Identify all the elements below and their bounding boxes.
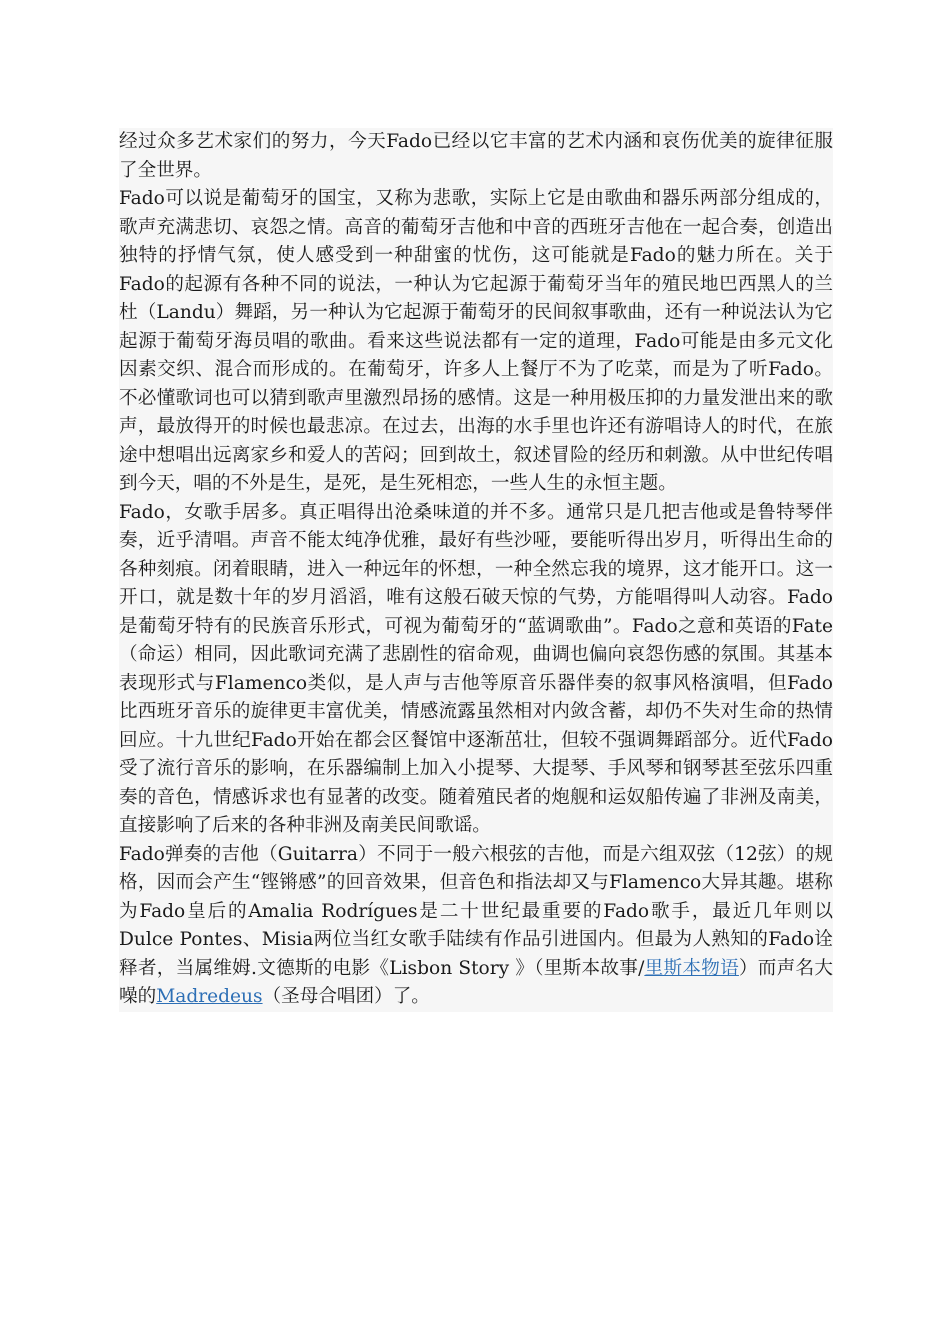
paragraph-origins: Fado可以说是葡萄牙的国宝，又称为悲歌，实际上它是由歌曲和器乐两部分组成的，歌声充满悲切、哀怨之情。高音的葡萄牙吉他和中音的西班牙吉他在一起合奏，创造出独特的抒情气氛，使人感受到一种甜蜜的忧伤，这可能就是Fado的魅力所在。关于Fado的起源有各种不同的说法，一种认为它起源于葡萄牙当年的殖民地巴西黑人的兰杜（Landu）舞蹈，另一种认为它起源于葡萄牙的民间叙事歌曲，还有一种说法认为它起源于葡萄牙海员唱的歌曲。看来这些说法都有一定的道理，Fado可能是由多元文化因素交织、混合而形成的。在葡萄牙，许多人上餐厅不为了吃菜，而是为了听Fado。不必懂歌词也可以猜到歌声里激烈昂扬的感情。这是一种用极压抑的力量发泄出来的歌声，最放得开的时候也最悲凉。在过去，出海的水手里也许还有游唱诗人的时代，在旅途中想唱出远离家乡和爱人的苦闷；回到故土，叙述冒险的经历和刺激。从中世纪传唱到今天，唱的不外是生，是死，是生死相恋，一些人生的永恒主题。: [119, 188, 833, 494]
paragraph-intro: 经过众多艺术家们的努力，今天Fado已经以它丰富的艺术内涵和哀伤优美的旋律征服了全世界。: [119, 131, 833, 181]
paragraph-guitar-text-middle: ）而声名大噪的: [119, 957, 833, 1007]
paragraph-guitar-text-after: （圣母合唱团）了。: [262, 986, 430, 1007]
paragraph-guitar: [119, 841, 833, 1012]
paragraph-guitar-text-before: Fado弹奏的吉他（Guitarra）不同于一般六根弦的吉他，而是六组双弦（12弦）的规格，因而会产生“铿锵感”的回音效果，但音色和指法却又与Flamenco大异其趣。堪称为Fado皇后的Amalia Rodrígues是二十世纪最重要的Fado歌手，最近几年则以Dulce Pontes、Misia两位当红女歌手陆续有作品引进国内。但最为人熟知的Fado诠释者，当属维姆.文德斯的电影《Lisbon Story 》（里斯本故事/: [119, 843, 833, 979]
link-lisbon-story[interactable]: 里斯本物语: [644, 957, 739, 979]
paragraph-singers: Fado，女歌手居多。真正唱得出沧桑味道的并不多。通常只是几把吉他或是鲁特琴伴奏，近乎清唱。声音不能太纯净优雅，最好有些沙哑，要能听得出岁月，听得出生命的各种刻痕。闭着眼睛，进入一种远年的怀想，一种全然忘我的境界，这才能开口。这一开口，就是数十年的岁月滔滔，唯有这般石破天惊的气势，方能唱得叫人动容。Fado是葡萄牙特有的民族音乐形式，可视为葡萄牙的“蓝调歌曲”。Fado之意和英语的Fate（命运）相同，因此歌词充满了悲剧性的宿命观，曲调也偏向哀怨伤感的氛围。其基本表现形式与Flamenco类似，是人声与吉他等原音乐器伴奏的叙事风格演唱，但Fado比西班牙音乐的旋律更丰富优美，情感流露虽然相对内敛含蓄，却仍不失对生命的热情回应。十九世纪Fado开始在都会区餐馆中逐渐茁壮，但较不强调舞蹈部分。近代Fado受了流行音乐的影响，在乐器编制上加入小提琴、大提琴、手风琴和钢琴甚至弦乐四重奏的音色，情感诉求也有显著的改变。随着殖民者的炮舰和运奴船传遍了非洲及南美，直接影响了后来的各种非洲及南美民间歌谣。: [119, 501, 833, 836]
article-body: [119, 128, 833, 1012]
link-madredeus[interactable]: Madredeus: [156, 986, 263, 1007]
